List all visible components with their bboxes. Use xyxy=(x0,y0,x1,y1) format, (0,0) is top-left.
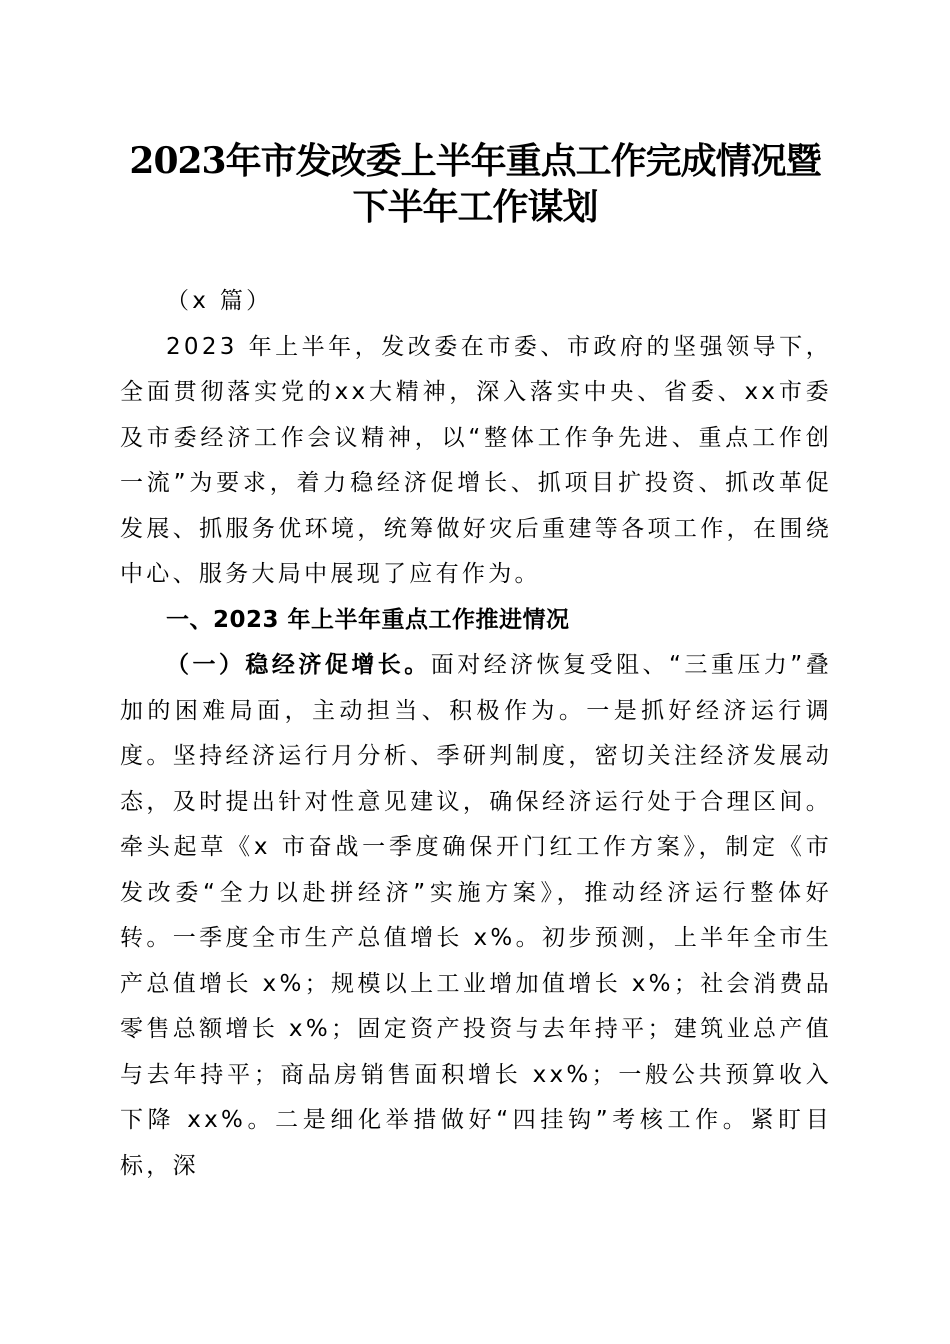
article-count-note: （x 篇） xyxy=(166,288,273,314)
subsection-paragraph-1 xyxy=(120,643,832,1189)
subsection-text: 面对经济恢复受阻、“三重压力”叠加的困难局面，主动担当、积极作为。一是抓好经济运行调度。坚持经济运行月分析、季研判制度，密切关注经济发展动态，及时提出针对性意见建议，确保经济运行处于合理区间。牵头起草《x 市奋战一季度确保开门红工作方案》，制定《市发改委“全力以赴拼经济”实施方案》，推动经济运行整体好转。一季度全市生产总值增长 x%。初步预测，上半年全市生产总值增长 x%；规模以上工业增加值增长 x%；社会消费品零售总额增长 x%；固定资产投资与去年持平；建筑业总产值与去年持平；商品房销售面积增长 xx%；一般公共预算收入下降 xx%。二是细化举措做好“四挂钩”考核工作。紧盯目标，深 xyxy=(120,652,832,1179)
document-title xyxy=(100,138,850,230)
section-heading-1: 一、2023 年上半年重点工作推进情况 xyxy=(166,606,570,633)
document-body xyxy=(120,279,832,1189)
intro-paragraph: 2023 年上半年，发改委在市委、市政府的坚强领导下，全面贯彻落实党的xx大精神，深入落实中央、省委、xx市委及市委经济工作会议精神，以“整体工作争先进、重点工作创一流”为要求，着力稳经济促增长、抓项目扩投资、抓改革促发展、抓服务优环境，统筹做好灾后重建等各项工作，在围绕中心、服务大局中展现了应有作为。 xyxy=(120,333,832,587)
title-line-1: 2023年市发改委上半年重点工作完成情况暨 xyxy=(129,140,821,182)
title-line-2: 下半年工作谋划 xyxy=(352,186,598,228)
subsection-lead: （一）稳经济促增长。 xyxy=(166,652,431,678)
